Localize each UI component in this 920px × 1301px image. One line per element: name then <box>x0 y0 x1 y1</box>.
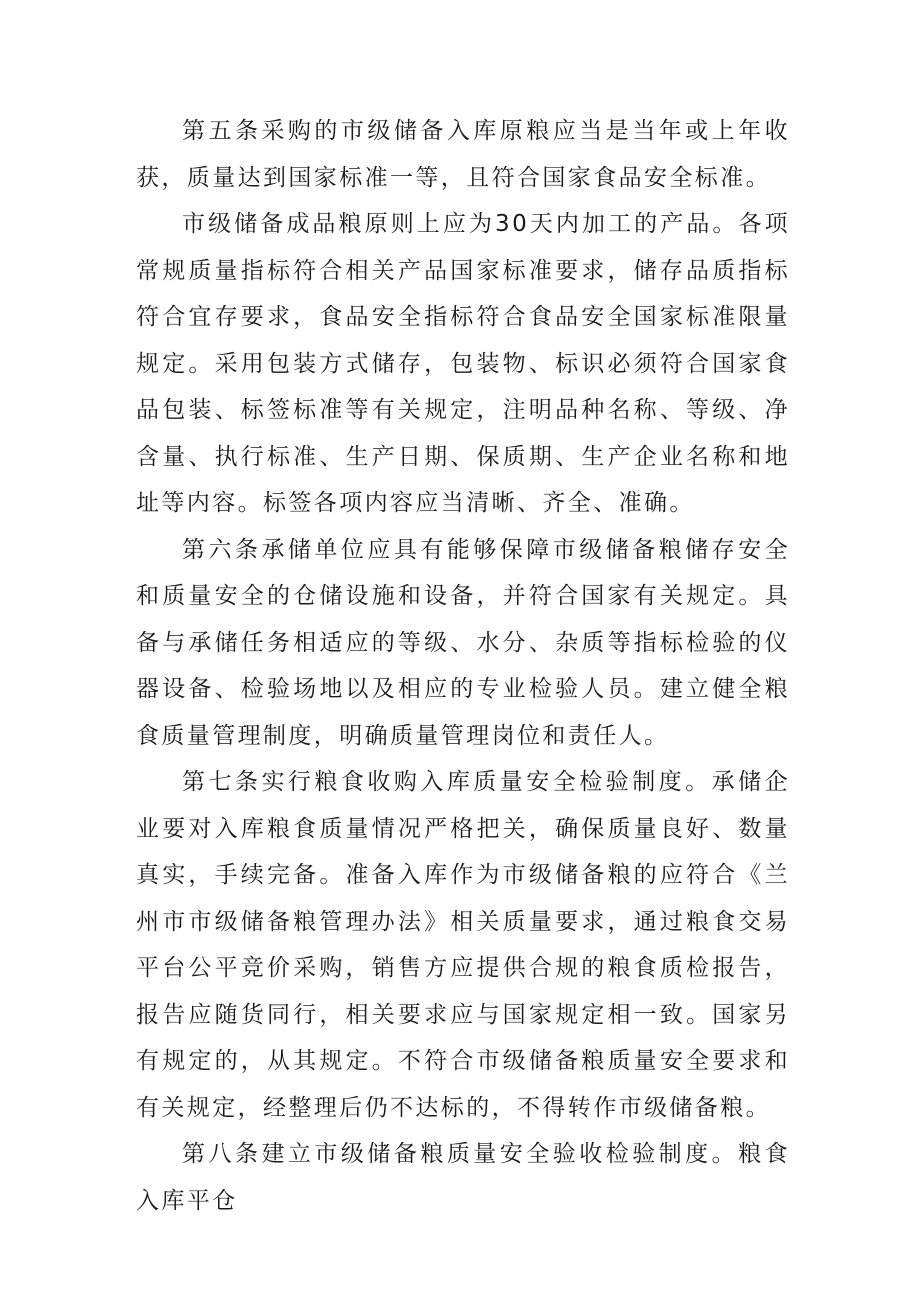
paragraph-finished-grain: 市级储备成品粮原则上应为30天内加工的产品。各项常规质量指标符合相关产品国家标准要求，储存品质指标符合宜存要求，食品安全指标符合食品安全国家标准限量规定。采用包装方式储存，包装物、标识必须符合国家食品包装、标签标准等有关规定，注明品种名称、等级、净含量、执行标准、生产日期、保质期、生产企业名称和地址等内容。标签各项内容应当清晰、齐全、准确。 <box>136 211 790 516</box>
paragraph-article-6: 第六条承储单位应具有能够保障市级储备粮储存安全和质量安全的仓储设施和设备，并符合国家有关规定。具备与承储任务相适应的等级、水分、杂质等指标检验的仪器设备、检验场地以及相应的专业检验人员。建立健全粮食质量管理制度，明确质量管理岗位和责任人。 <box>136 536 790 749</box>
paragraph-article-5: 第五条采购的市级储备入库原粮应当是当年或上年收获，质量达到国家标准一等，且符合国家食品安全标准。 <box>136 118 790 191</box>
paragraph-article-8: 第八条建立市级储备粮质量安全验收检验制度。粮食入库平仓 <box>136 1141 790 1214</box>
document-body <box>136 108 790 1224</box>
paragraph-article-7: 第七条实行粮食收购入库质量安全检验制度。承储企业要对入库粮食质量情况严格把关，确保质量良好、数量真实，手续完备。准备入库作为市级储备粮的应符合《兰州市市级储备粮管理办法》相关质量要求，通过粮食交易平台公平竞价采购，销售方应提供合规的粮食质检报告，报告应随货同行，相关要求应与国家规定相一致。国家另有规定的，从其规定。不符合市级储备粮质量安全要求和有关规定，经整理后仍不达标的，不得转作市级储备粮。 <box>136 769 790 1121</box>
